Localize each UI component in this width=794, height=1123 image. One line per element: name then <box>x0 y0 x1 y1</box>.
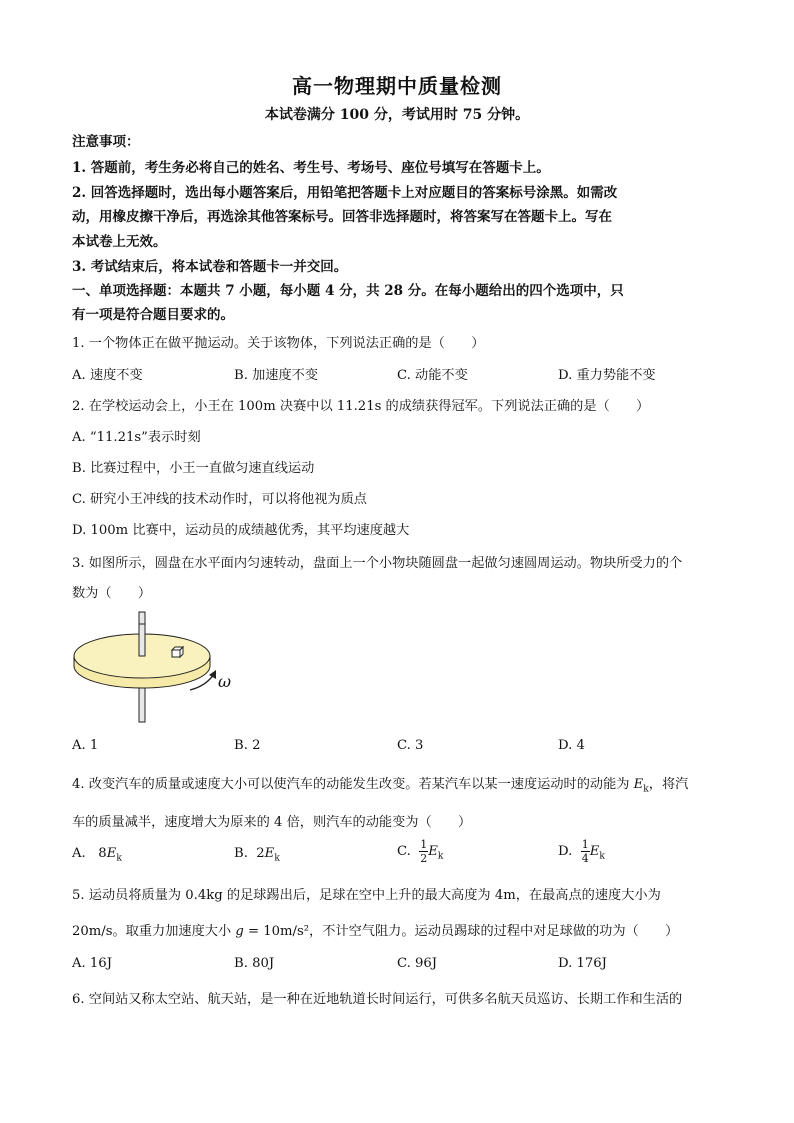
section-1-heading-line-1: 一、单项选择题：本题共 7 小题，每小题 4 分，共 28 分。在每小题给出的四个选项中，只 <box>72 283 624 299</box>
note-2-line-2: 动，用橡皮擦干净后，再选涂其他答案标号。回答非选择题时，将答案写在答题卡上。写在 <box>72 209 612 225</box>
question-1-option-c: C. 动能不变 <box>397 368 468 383</box>
question-3-option-c: C. 3 <box>397 738 424 753</box>
page-subtitle: 本试卷满分 100 分，考试用时 75 分钟。 <box>264 107 530 123</box>
note-3: 3. 考试结束后，将本试卷和答题卡一并交回。 <box>72 259 348 275</box>
kinetic-energy-symbol: $E_k$ <box>633 777 649 795</box>
rotating-disc-figure <box>70 608 250 728</box>
question-5-stem-line-2: 20m/s。取重力加速度大小 g = 10m/s²，不计空气阻力。运动员踢球的过程中对足球做的功为（ ） <box>72 924 679 939</box>
question-6-stem-line-1: 6. 空间站又称太空站、航天站，是一种在近地轨道长时间运行，可供多名航天员巡访、长期工作和生活的 <box>72 992 683 1007</box>
question-5-option-a: A. 16J <box>72 956 112 971</box>
question-3-option-b: B. 2 <box>234 738 261 753</box>
question-5-option-d: D. 176J <box>558 956 607 971</box>
note-2-line-3: 本试卷上无效。 <box>72 234 167 250</box>
question-3-option-a: A. 1 <box>72 738 99 753</box>
fraction-one-half: $\frac{1}{2}$ <box>420 838 428 865</box>
question-1-option-b: B. 加速度不变 <box>234 368 319 383</box>
question-4-option-b: B. $2E_k$ <box>234 846 280 864</box>
question-1-option-a: A. 速度不变 <box>72 368 143 383</box>
question-3-option-d: D. 4 <box>558 738 585 753</box>
question-2-option-c: C. 研究小王冲线的技术动作时，可以将他视为质点 <box>72 492 367 507</box>
question-4-stem-part-1: 4. 改变汽车的质量或速度大小可以使汽车的动能发生改变。若某汽车以某一速度运动时的动能为 <box>72 777 634 792</box>
question-5-option-c: C. 96J <box>397 956 438 971</box>
question-4-stem-part-2: ，将汽 <box>648 777 689 792</box>
question-3-stem-line-2: 数为（ ） <box>72 586 152 601</box>
question-5-stem-line-1: 5. 运动员将质量为 0.4kg 的足球踢出后，足球在空中上升的最大高度为 4m，在最高点的速度大小为 <box>72 888 661 903</box>
question-4-option-a: A. $8E_k$ <box>72 846 122 864</box>
question-4-stem-line-1 <box>72 773 688 795</box>
question-1-stem: 1. 一个物体正在做平抛运动。关于该物体，下列说法正确的是（ ） <box>72 336 485 351</box>
question-2-option-b: B. 比赛过程中，小王一直做匀速直线运动 <box>72 461 315 476</box>
question-2-option-d: D. 100m 比赛中，运动员的成绩越优秀，其平均速度越大 <box>72 523 410 538</box>
question-2-option-a: A. “11.21s”表示时刻 <box>72 430 201 445</box>
question-4-option-d: D. $\frac{1}{4}$ $E_k$ <box>558 838 605 865</box>
omega-label: ω <box>218 672 232 691</box>
question-4-stem-line-2: 车的质量减半，速度增大为原来的 4 倍，则汽车的动能变为（ ） <box>72 815 472 830</box>
note-2-line-1: 2. 回答选择题时，选出每小题答案后，用铅笔把答题卡上对应题目的答案标号涂黑。如需改 <box>72 185 618 201</box>
notes-heading: 注意事项： <box>72 134 140 150</box>
question-1-option-d: D. 重力势能不变 <box>558 368 656 383</box>
question-2-stem: 2. 在学校运动会上，小王在 100m 决赛中以 11.21s 的成绩获得冠军。下列说法正确的是（ ） <box>72 399 650 414</box>
page-title: 高一物理期中质量检测 <box>292 74 502 98</box>
question-4-option-c: C. $\frac{1}{2}$ $E_k$ <box>397 838 444 865</box>
question-3-stem-line-1: 3. 如图所示，圆盘在水平面内匀速转动，盘面上一个小物块随圆盘一起做匀速圆周运动。物块所受力的个 <box>72 556 683 571</box>
question-5-option-b: B. 80J <box>234 956 275 971</box>
section-1-heading-line-2: 有一项是符合题目要求的。 <box>72 307 234 323</box>
fraction-one-quarter: $\frac{1}{4}$ <box>581 838 589 865</box>
note-1: 1. 答题前，考生务必将自己的姓名、考生号、考场号、座位号填写在答题卡上。 <box>72 160 550 176</box>
